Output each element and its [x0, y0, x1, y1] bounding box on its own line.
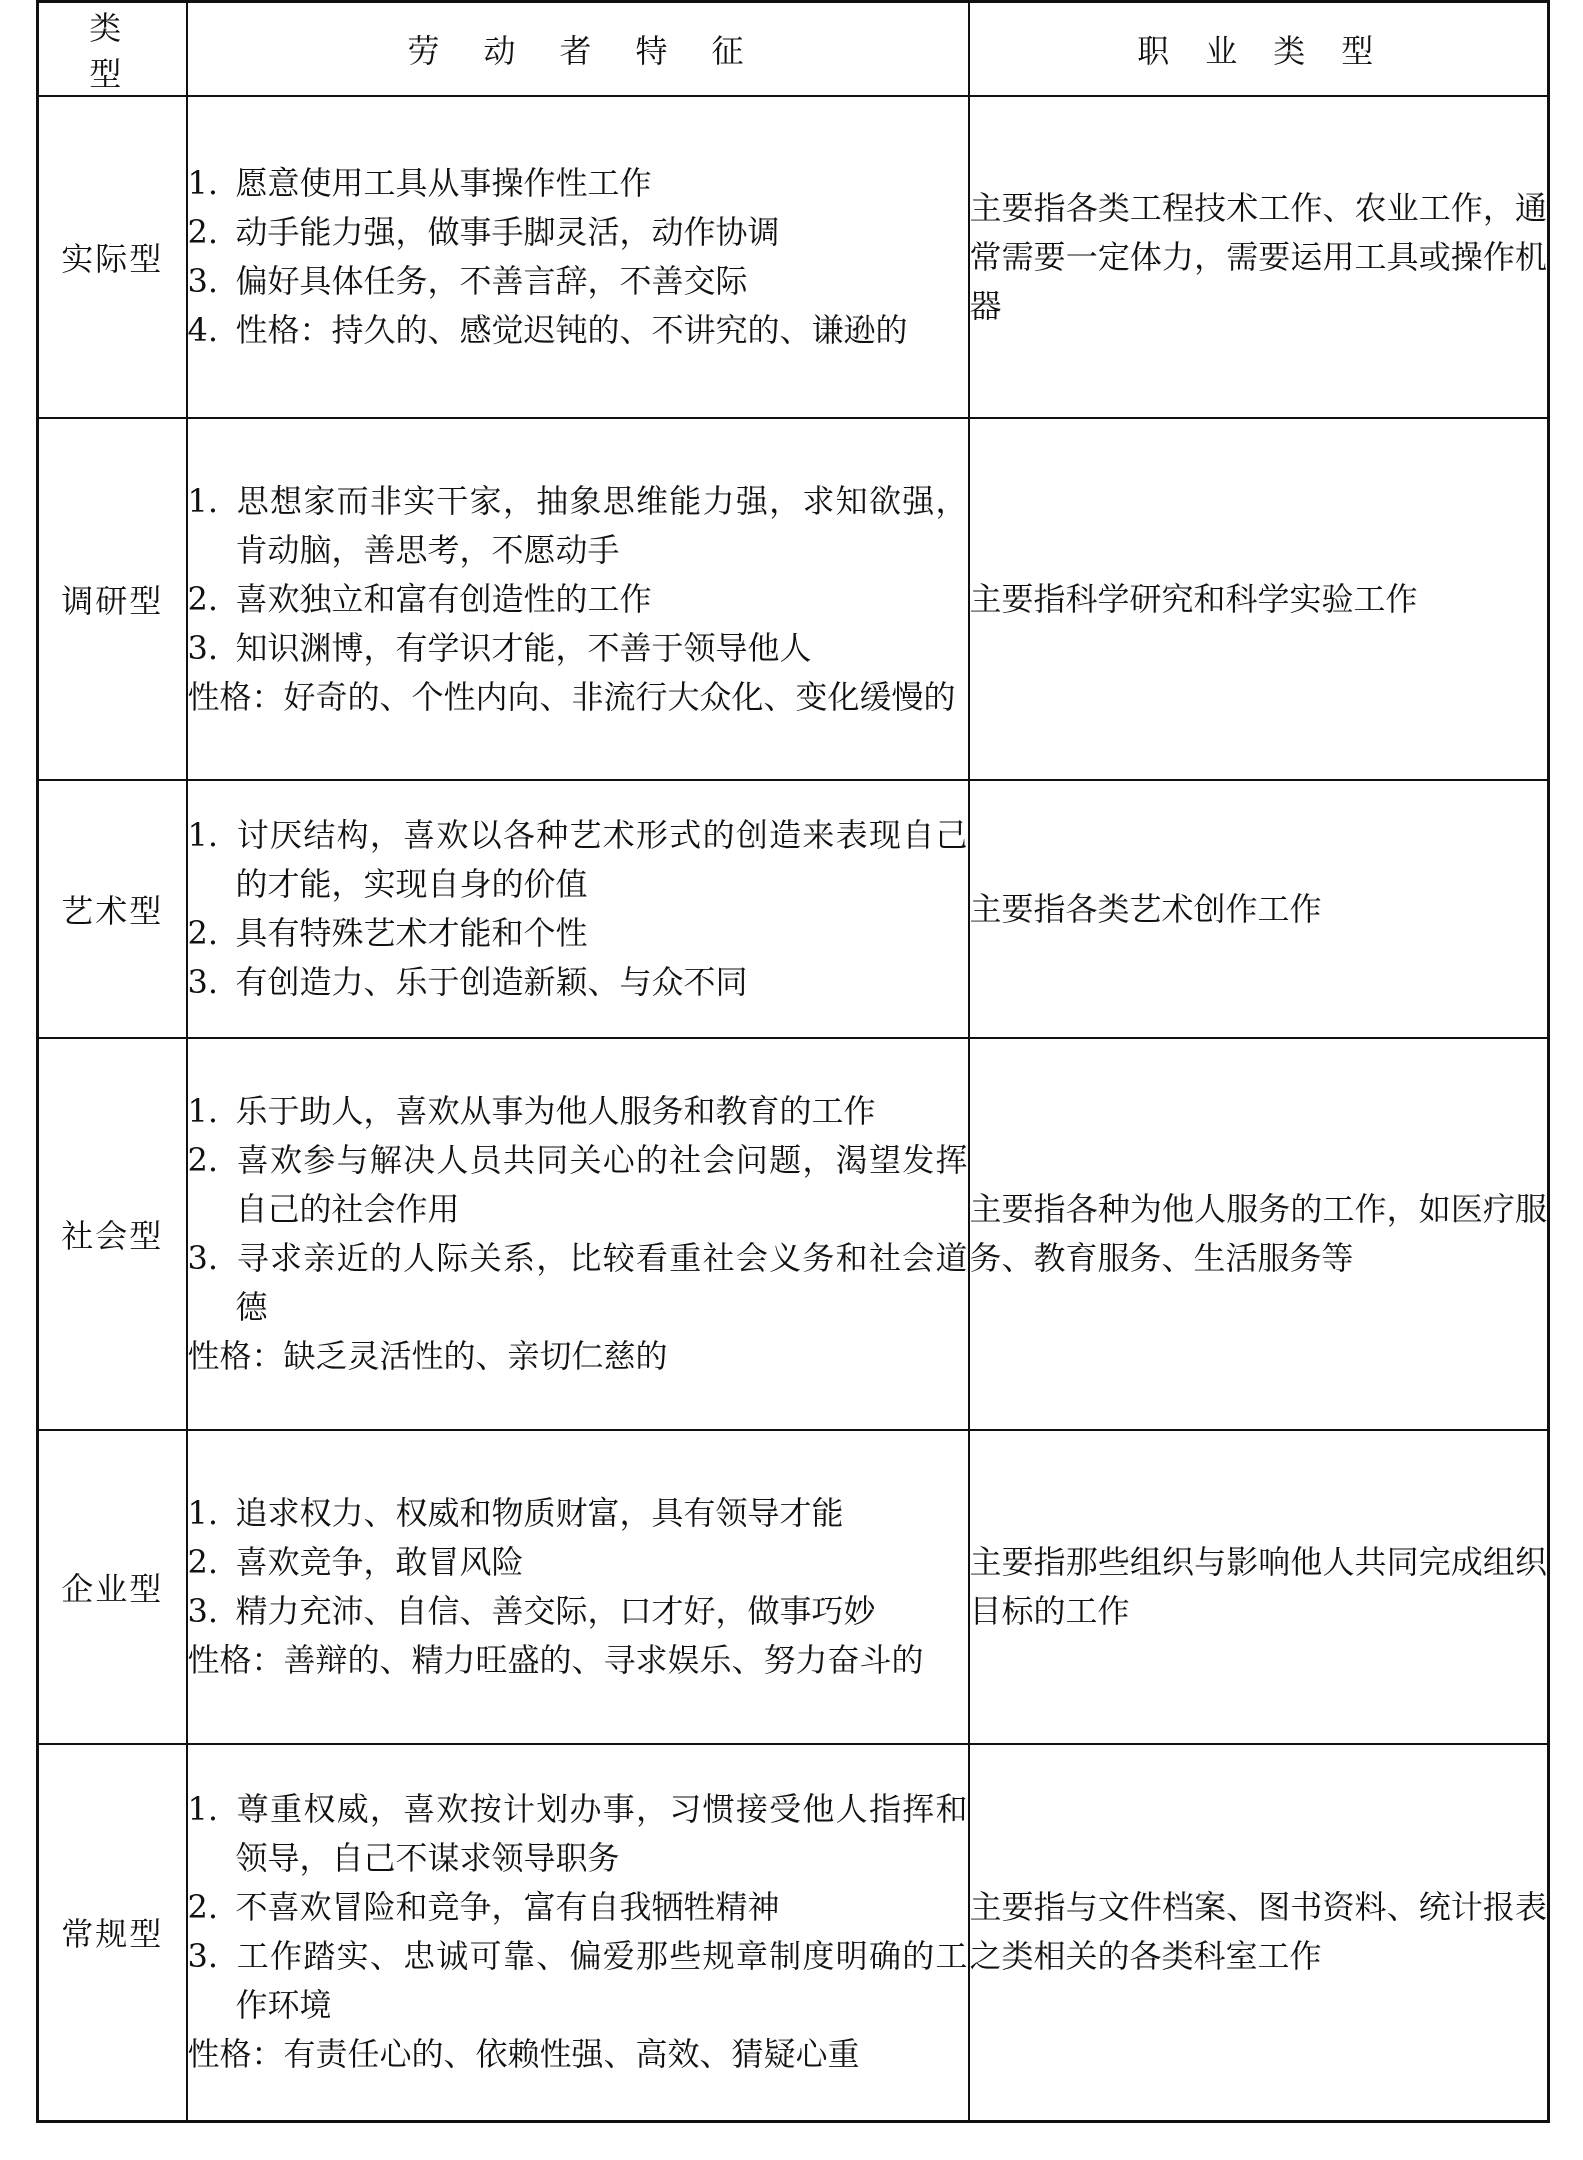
feature-text: 偏好具体任务，不善言辞，不善交际	[235, 262, 748, 300]
feature-text: 有创造力、乐于创造新颖、与众不同	[235, 963, 748, 1001]
type-cell: 社会型	[38, 1038, 187, 1430]
feature-text: 尊重权威，喜欢按计划办事，习惯接受他人指挥和领导，自己不谋求领导职务	[235, 1790, 968, 1878]
header-job: 职业类型	[969, 2, 1549, 97]
job-cell	[969, 1744, 1549, 2121]
table-body	[38, 96, 1549, 2121]
table-row	[38, 1430, 1549, 1744]
features-cell	[187, 96, 969, 418]
feature-number: 2.	[187, 1888, 219, 1927]
feature-item	[188, 1136, 968, 1234]
feature-text: 不喜欢冒险和竞争，富有自我牺牲精神	[235, 1888, 780, 1927]
feature-text: 思想家而非实干家，抽象思维能力强，求知欲强，肯动脑，善思考，不愿动手	[235, 481, 968, 569]
feature-item	[188, 257, 968, 306]
feature-item	[188, 811, 968, 909]
feature-number: 2.	[187, 914, 219, 952]
feature-personality: 性格：有责任心的、依赖性强、高效、猜疑心重	[187, 2035, 860, 2074]
feature-number: 1.	[187, 816, 219, 854]
feature-item	[188, 159, 968, 208]
job-description: 主要指科学研究和科学实验工作	[969, 579, 1418, 618]
feature-text: 喜欢竞争，敢冒风险	[235, 1543, 524, 1581]
header-row	[38, 2, 1549, 97]
feature-number: 1.	[187, 1790, 219, 1829]
feature-item	[188, 306, 968, 355]
feature-number: 1.	[187, 1494, 219, 1532]
feature-text: 愿意使用工具从事操作性工作	[235, 164, 652, 202]
job-description: 主要指各种为他人服务的工作，如医疗服务、教育服务、生活服务等	[969, 1190, 1547, 1277]
features-cell	[187, 1744, 969, 2121]
feature-text: 工作踏实、忠诚可靠、偏爱那些规章制度明确的工作环境	[235, 1937, 968, 2025]
feature-number: 3.	[187, 1239, 219, 1277]
table-row	[38, 1038, 1549, 1430]
feature-item	[188, 1587, 968, 1636]
feature-item	[188, 1883, 968, 1932]
features-cell	[187, 418, 969, 780]
feature-personality: 性格：缺乏灵活性的、亲切仁慈的	[187, 1337, 668, 1375]
career-type-table	[36, 0, 1550, 2123]
feature-text: 喜欢独立和富有创造性的工作	[235, 579, 652, 618]
feature-item	[188, 1489, 968, 1538]
feature-personality: 性格：好奇的、个性内向、非流行大众化、变化缓慢的	[187, 677, 956, 716]
feature-item	[188, 1932, 968, 2030]
feature-text: 精力充沛、自信、善交际，口才好，做事巧妙	[235, 1592, 876, 1630]
job-cell	[969, 780, 1549, 1038]
feature-number: 3.	[187, 262, 219, 300]
feature-text: 知识渊博，有学识才能，不善于领导他人	[235, 628, 812, 667]
table-row	[38, 780, 1549, 1038]
features-cell	[187, 1430, 969, 1744]
feature-item	[188, 575, 968, 624]
feature-number: 2.	[187, 1543, 219, 1581]
feature-number: 3.	[187, 1592, 219, 1630]
feature-text: 追求权力、权威和物质财富，具有领导才能	[235, 1494, 844, 1532]
table-row	[38, 1744, 1549, 2121]
type-cell: 调研型	[38, 418, 187, 780]
type-cell: 实际型	[38, 96, 187, 418]
feature-number: 3.	[187, 628, 219, 667]
feature-number: 1.	[187, 481, 219, 520]
feature-number: 3.	[187, 1937, 219, 1976]
type-cell: 艺术型	[38, 780, 187, 1038]
type-cell: 企业型	[38, 1430, 187, 1744]
feature-text: 乐于助人，喜欢从事为他人服务和教育的工作	[235, 1092, 876, 1130]
feature-number: 2.	[187, 1141, 219, 1179]
feature-number: 1.	[187, 164, 219, 202]
job-cell	[969, 96, 1549, 418]
job-description: 主要指各类艺术创作工作	[969, 889, 1322, 928]
feature-item	[188, 1785, 968, 1883]
job-description: 主要指与文件档案、图书资料、统计报表之类相关的各类科室工作	[969, 1888, 1547, 1976]
table-row	[38, 96, 1549, 418]
header-features: 劳动者特征	[187, 2, 969, 97]
job-description: 主要指那些组织与影响他人共同完成组织目标的工作	[969, 1543, 1547, 1630]
features-cell	[187, 1038, 969, 1430]
feature-item	[188, 1538, 968, 1587]
feature-number: 2.	[187, 579, 219, 618]
feature-text: 动手能力强，做事手脚灵活，动作协调	[235, 213, 780, 251]
feature-item	[188, 208, 968, 257]
feature-personality: 性格：善辩的、精力旺盛的、寻求娱乐、努力奋斗的	[187, 1641, 924, 1679]
type-cell: 常规型	[38, 1744, 187, 2121]
feature-text: 喜欢参与解决人员共同关心的社会问题，渴望发挥自己的社会作用	[235, 1141, 968, 1228]
feature-item	[188, 1234, 968, 1332]
job-cell	[969, 1430, 1549, 1744]
feature-text: 讨厌结构，喜欢以各种艺术形式的创造来表现自己的才能，实现自身的价值	[235, 816, 968, 903]
feature-number: 3.	[187, 963, 219, 1001]
header-type: 类型	[38, 2, 187, 97]
feature-number: 4.	[187, 311, 219, 349]
table-row	[38, 418, 1549, 780]
feature-text: 性格：持久的、感觉迟钝的、不讲究的、谦逊的	[235, 311, 908, 349]
job-cell	[969, 1038, 1549, 1430]
feature-item	[188, 1087, 968, 1136]
feature-item	[188, 958, 968, 1007]
feature-number: 1.	[187, 1092, 219, 1130]
feature-item	[188, 909, 968, 958]
job-description: 主要指各类工程技术工作、农业工作，通常需要一定体力，需要运用工具或操作机器	[969, 188, 1547, 325]
feature-number: 2.	[187, 213, 219, 251]
features-cell	[187, 780, 969, 1038]
feature-text: 寻求亲近的人际关系，比较看重社会义务和社会道德	[235, 1239, 968, 1326]
feature-text: 具有特殊艺术才能和个性	[235, 914, 588, 952]
feature-item	[188, 477, 968, 575]
feature-item	[188, 624, 968, 673]
job-cell	[969, 418, 1549, 780]
